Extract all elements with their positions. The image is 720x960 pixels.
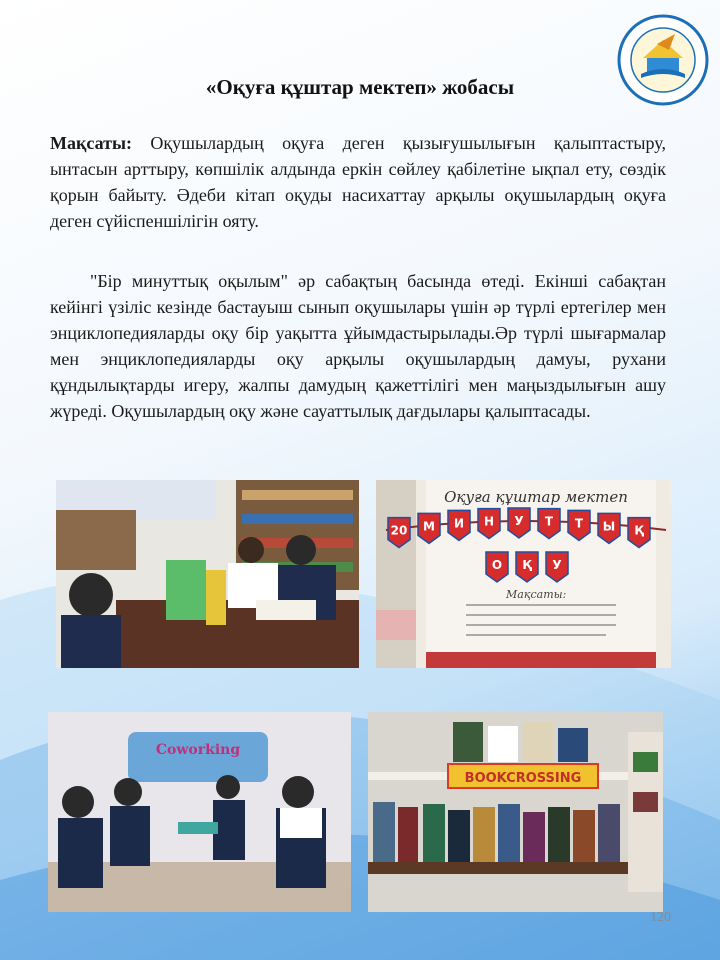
banner-letter: Қ bbox=[522, 558, 532, 572]
poster-goal-label: Мақсаты: bbox=[506, 588, 567, 601]
goal-paragraph bbox=[50, 130, 666, 234]
photo-bookcrossing bbox=[368, 712, 663, 912]
banner-letter: О bbox=[491, 558, 503, 572]
banner-letter: 20 bbox=[390, 523, 408, 538]
poster-title: Оқуға құштар мектеп bbox=[444, 488, 628, 506]
goal-text: Оқушылардың оқуға деген қызығушылығын қалыптастыру, ынтасын арттыру, көпшілік алдында еркін сөйлеу қабілетіне ықпал ету, сөздік қорын байыту. Әдеби кітап оқуды насихаттау арқылы оқушылардың оқуға деген сүйіспеншілігін ояту. bbox=[50, 133, 666, 231]
photo-project-poster bbox=[376, 480, 671, 668]
banner-letter: Н bbox=[483, 514, 495, 529]
goal-label: Мақсаты: bbox=[50, 133, 132, 153]
banner-letter: М bbox=[423, 519, 435, 534]
banner-letter: Қ bbox=[634, 523, 644, 538]
banner-letter: Т bbox=[574, 516, 584, 531]
page-number: 120 bbox=[650, 910, 671, 925]
banner-letter: Т bbox=[544, 514, 554, 529]
banner-letter: У bbox=[552, 558, 562, 572]
banner-letter: И bbox=[453, 516, 465, 531]
banner-letter: У bbox=[514, 514, 524, 528]
description-paragraph: "Бір минуттық оқылым" әр сабақтың басында өтеді. Екінші сабақтан кейінгі үзіліс кезінде бастауыш сынып оқушылары үшін әр түрлі ертегілер мен энциклопедияларды оқу бір уақытта ұйымдастырылады.Әр түрлі шығармалар мен энциклопедияларды оқу арқылы оқушылардың дамуы, рухани құндылықтарды игеру, жалпы дамудың қажеттілігі мен маңыздылығын ашу жүреді. Оқушылардың оқу және сауаттылық дағдылары қалыптасады. bbox=[50, 271, 666, 421]
banner-letter: Ы bbox=[602, 519, 616, 534]
page-title: «Оқуға құштар мектеп» жобасы bbox=[205, 75, 515, 99]
photo-students-reading bbox=[56, 480, 359, 668]
bookcrossing-sign: BOOKCROSSING bbox=[464, 771, 582, 786]
coworking-sign: Coworking bbox=[155, 742, 241, 758]
photo-coworking bbox=[48, 712, 351, 912]
